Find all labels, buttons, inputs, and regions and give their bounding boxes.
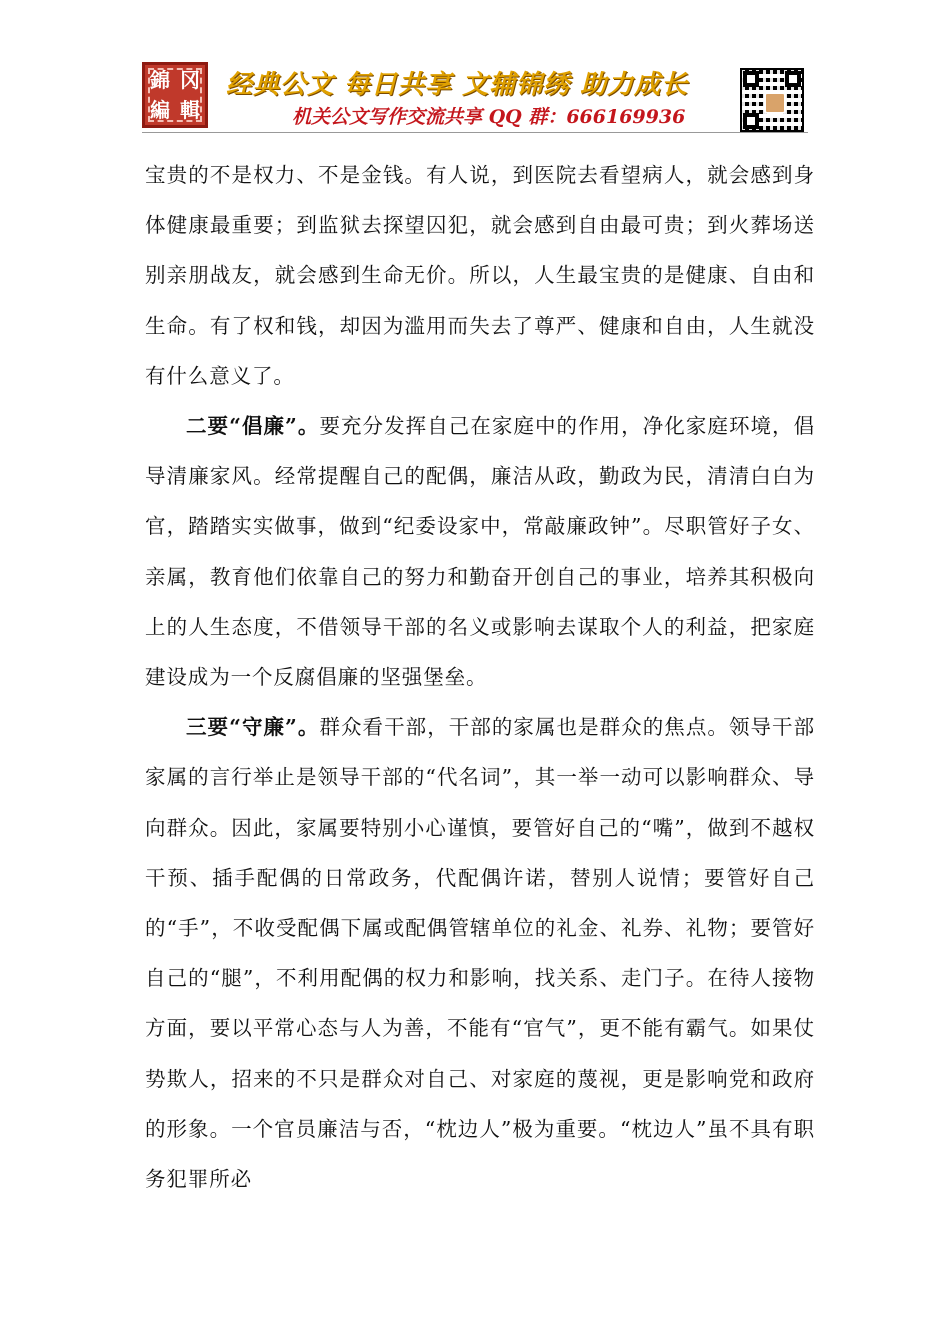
paragraph-lead: 二要“倡廉”。: [186, 414, 320, 439]
paragraph-text: 群众看干部，干部的家属也是群众的焦点。领导干部家属的言行举止是领导干部的“代名词”，其一举一动可以影响群众、导向群众。因此，家属要特别小心谨慎，要管好自己的“嘴”，做到不越权干预、插手配偶的日常政务，代配偶许诺，替别人说情；要管好自己的“手”，不收受配偶下属或配偶管辖单位的礼金、礼券、礼物；要管好自己的“腿”，不利用配偶的权力和影响，找关系、走门子。在待人接物方面，要以平常心态与人为善，不能有“官气”，更不能有霸气。如果仗势欺人，招来的不只是群众对自己、对家庭的蔑视，更是影响党和政府的形象。一个官员廉洁与否，“枕边人”极为重要。“枕边人”虽不具有职务犯罪所必: [145, 715, 815, 1192]
logo-char: 輯: [180, 98, 200, 122]
page-header: [142, 62, 808, 133]
header-slogan: 经典公文 每日共享 文辅锦绣 助力成长: [226, 70, 689, 100]
paragraph-text: 宝贵的不是权力、不是金钱。有人说，到医院去看望病人，就会感到身体健康最重要；到监狱去探望囚犯，就会感到自由最可贵；到火葬场送别亲朋战友，就会感到生命无价。所以，人生最宝贵的是健康、自由和生命。有了权和钱，却因为滥用而失去了尊严、健康和自由，人生就没有什么意义了。: [145, 163, 815, 388]
paragraph-lead: 三要“守廉”。: [186, 715, 320, 740]
logo-char: 錦: [150, 68, 170, 92]
document-body: [145, 150, 815, 1204]
paragraph: [145, 401, 815, 702]
paragraph: [145, 150, 815, 401]
logo-char: 冈: [180, 68, 200, 92]
logo-char: 編: [150, 98, 170, 122]
avatar: [764, 92, 786, 114]
header-qq-line: 机关公文写作交流共享 QQ 群：666169936: [292, 106, 686, 128]
qr-code-icon: [740, 68, 804, 132]
paragraph-text: 要充分发挥自己在家庭中的作用，净化家庭环境，倡导清廉家风。经常提醒自己的配偶，廉洁从政，勤政为民，清清白白为官，踏踏实实做事，做到“纪委设家中，常敲廉政钟”。尽职管好子女、亲属，教育他们依靠自己的努力和勤奋开创自己的事业，培养其积极向上的人生态度，不借领导干部的名义或影响去谋取个人的利益，把家庭建设成为一个反腐倡廉的坚强堡垒。: [145, 414, 815, 690]
paragraph: [145, 702, 815, 1204]
logo-seal-icon: [142, 62, 208, 128]
